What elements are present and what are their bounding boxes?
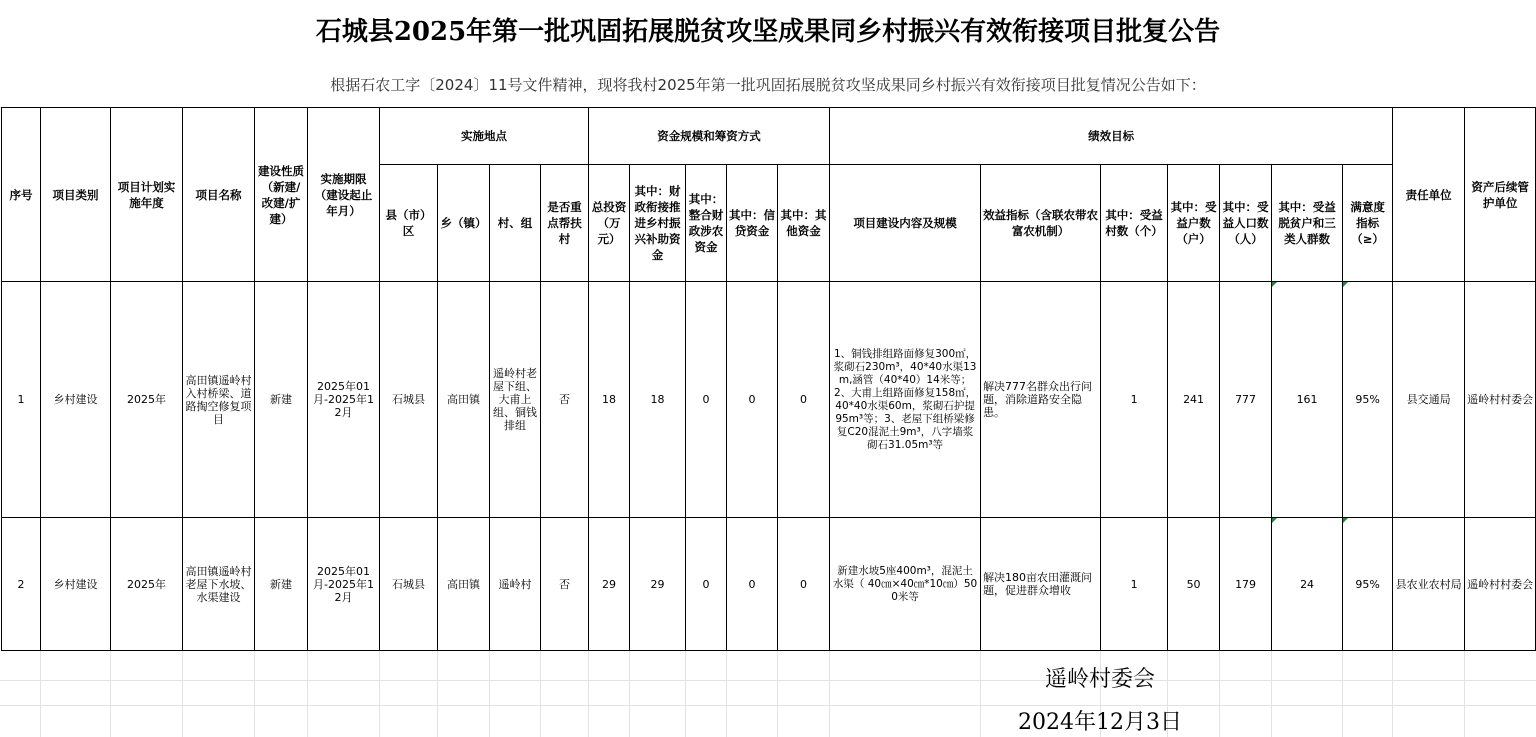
header-township: 乡（镇）	[438, 165, 490, 282]
header-village: 村、组	[490, 165, 541, 282]
cell-benefit-population: 777	[1220, 282, 1272, 518]
cell-nature: 新建	[255, 282, 308, 518]
cell-benefit-population: 179	[1220, 518, 1272, 651]
signature-date: 2024年12月3日	[1018, 710, 1182, 735]
header-plan-year: 项目计划实施年度	[111, 108, 183, 282]
header-other-funds: 其中：其他资金	[778, 165, 830, 282]
header-performance-group: 绩效目标	[830, 108, 1393, 165]
cell-benefit-indicator: 解决180亩农田灌溉问题，促进群众增收	[981, 518, 1101, 651]
cell-responsible-unit: 县农业农村局	[1393, 518, 1465, 651]
header-maintenance-unit: 资产后续管护单位	[1465, 108, 1536, 282]
cell-fiscal-funds: 18	[630, 282, 686, 518]
header-benefit-indicator: 效益指标（含联农带农富农机制）	[981, 165, 1101, 282]
cell-responsible-unit: 县交通局	[1393, 282, 1465, 518]
cell-benefit-villages: 1	[1101, 282, 1168, 518]
header-project-name: 项目名称	[183, 108, 255, 282]
header-satisfaction: 满意度指标（≥）	[1343, 165, 1393, 282]
header-total-investment: 总投资（万元）	[589, 165, 630, 282]
cell-plan-year: 2025年	[111, 282, 183, 518]
header-fiscal-funds: 其中：财政衔接推进乡村振兴补助资金	[630, 165, 686, 282]
cell-construction-content: 新建水坡5座400m³，混泥土水渠（ 40㎝×40㎝*10㎝）500米等	[830, 518, 981, 651]
header-category: 项目类别	[41, 108, 111, 282]
cell-credit-funds: 0	[727, 518, 778, 651]
cell-maintenance-unit: 遥岭村村委会	[1465, 518, 1536, 651]
header-benefit-population: 其中：受益人口数（人）	[1220, 165, 1272, 282]
cell-project-name: 高田镇遥岭村入村桥梁、道路掏空修复项目	[183, 282, 255, 518]
cell-other-funds: 0	[778, 282, 830, 518]
cell-benefit-households: 241	[1168, 282, 1220, 518]
header-period: 实施期限（建设起止年月）	[308, 108, 380, 282]
header-construction-content: 项目建设内容及规模	[830, 165, 981, 282]
cell-other-funds: 0	[778, 518, 830, 651]
cell-credit-funds: 0	[727, 282, 778, 518]
table-row	[2, 282, 1536, 518]
cell-satisfaction: 95%	[1343, 282, 1393, 518]
cell-maintenance-unit: 遥岭村村委会	[1465, 282, 1536, 518]
cell-village: 遥岭村老屋下组、大甫上组、铜钱排组	[490, 282, 541, 518]
header-benefit-households: 其中：受益户数（户）	[1168, 165, 1220, 282]
cell-integrated-funds: 0	[686, 518, 727, 651]
cell-benefit-indicator: 解决777名群众出行问题，消除道路安全隐患。	[981, 282, 1101, 518]
header-funds-group: 资金规模和筹资方式	[589, 108, 830, 165]
project-table	[1, 107, 1536, 651]
cell-category: 乡村建设	[41, 518, 111, 651]
cell-total-investment: 18	[589, 282, 630, 518]
cell-plan-year: 2025年	[111, 518, 183, 651]
table-row	[2, 518, 1536, 651]
cell-township: 高田镇	[438, 518, 490, 651]
cell-integrated-funds: 0	[686, 282, 727, 518]
header-location-group: 实施地点	[380, 108, 589, 165]
cell-county: 石城县	[380, 282, 438, 518]
cell-benefit-poor: 24	[1272, 518, 1343, 651]
cell-project-name: 高田镇遥岭村老屋下水坡、水渠建设	[183, 518, 255, 651]
cell-construction-content: 1、铜钱排组路面修复300㎡，浆砌石230m³，40*40水渠13m,涵管（40*40）14米等；2、大甫上组路面修复158㎡，40*40水渠60m，浆砌石护提95m³等；3、老屋下组桥梁修复C20混泥土9m³，八字墙浆砌石31.05m³等	[830, 282, 981, 518]
cell-county: 石城县	[380, 518, 438, 651]
cell-nature: 新建	[255, 518, 308, 651]
cell-benefit-villages: 1	[1101, 518, 1168, 651]
cell-key-village: 否	[541, 282, 589, 518]
cell-satisfaction: 95%	[1343, 518, 1393, 651]
cell-key-village: 否	[541, 518, 589, 651]
header-credit-funds: 其中：信贷资金	[727, 165, 778, 282]
header-responsible-unit: 责任单位	[1393, 108, 1465, 282]
header-benefit-villages: 其中：受益村数（个）	[1101, 165, 1168, 282]
cell-seq: 1	[2, 282, 41, 518]
cell-benefit-poor: 161	[1272, 282, 1343, 518]
cell-category: 乡村建设	[41, 282, 111, 518]
cell-period: 2025年01月-2025年12月	[308, 518, 380, 651]
signature-organization: 遥岭村委会	[1044, 667, 1155, 692]
header-key-village: 是否重点帮扶村	[541, 165, 589, 282]
header-seq: 序号	[2, 108, 41, 282]
cell-township: 高田镇	[438, 282, 490, 518]
announcement-intro: 根据石农工字〔2024〕11号文件精神，现将我村2025年第一批巩固拓展脱贫攻坚成果同乡村振兴有效衔接项目批复情况公告如下：	[0, 62, 1536, 107]
cell-seq: 2	[2, 518, 41, 651]
header-nature: 建设性质（新建/改建/扩建）	[255, 108, 308, 282]
cell-total-investment: 29	[589, 518, 630, 651]
header-benefit-poor: 其中：受益脱贫户和三类人群数	[1272, 165, 1343, 282]
header-integrated-funds: 其中：整合财政涉农资金	[686, 165, 727, 282]
header-county: 县（市）区	[380, 165, 438, 282]
cell-village: 遥岭村	[490, 518, 541, 651]
cell-benefit-households: 50	[1168, 518, 1220, 651]
page-title: 石城县2025年第一批巩固拓展脱贫攻坚成果同乡村振兴有效衔接项目批复公告	[0, 0, 1536, 62]
cell-fiscal-funds: 29	[630, 518, 686, 651]
cell-period: 2025年01月-2025年12月	[308, 282, 380, 518]
